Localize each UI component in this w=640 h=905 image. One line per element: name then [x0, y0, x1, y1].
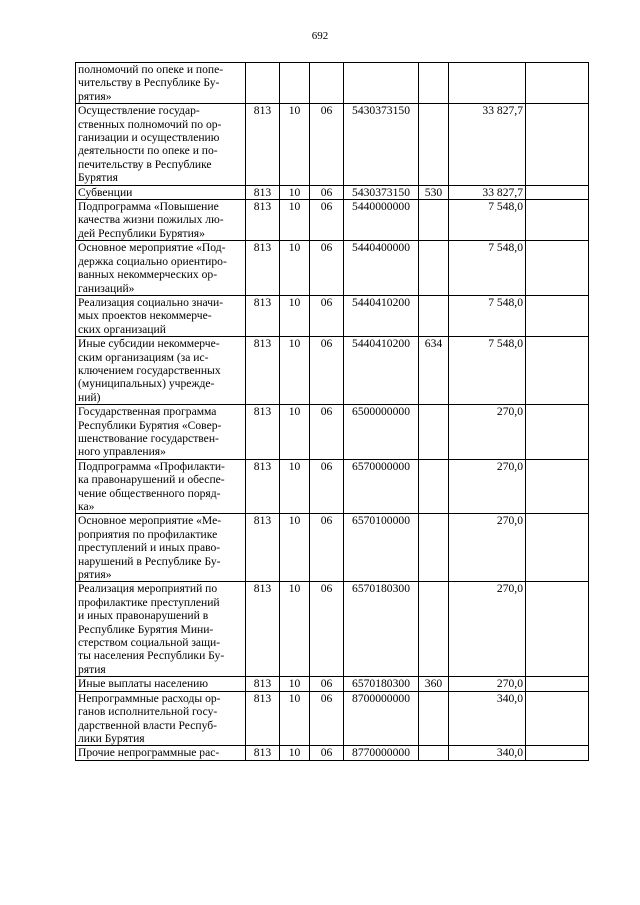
amount-cell: 270,0 — [449, 582, 526, 677]
empty-cell — [526, 514, 589, 582]
expense-type-cell — [419, 63, 449, 104]
expense-name-cell: Основное мероприятие «Ме- роприятия по профилактике преступлений и иных право- нарушений в Республике Бу- рятия» — [76, 514, 246, 582]
expense-type-cell: 530 — [419, 185, 449, 199]
expense-type-cell — [419, 405, 449, 460]
empty-cell — [526, 200, 589, 241]
expense-name-cell: полномочий по опеке и попе- чительству в Республике Бу- рятия» — [76, 63, 246, 104]
empty-cell — [526, 337, 589, 405]
ministry-code-cell: 813 — [246, 746, 280, 760]
subsection-code-cell: 06 — [310, 405, 344, 460]
section-code-cell: 10 — [280, 677, 310, 691]
empty-cell — [526, 63, 589, 104]
ministry-code-cell: 813 — [246, 459, 280, 514]
target-article-cell: 5440410200 — [344, 337, 419, 405]
table-row — [76, 459, 589, 514]
amount-cell: 33 827,7 — [449, 104, 526, 185]
target-article-cell: 6570100000 — [344, 514, 419, 582]
empty-cell — [526, 459, 589, 514]
amount-cell: 270,0 — [449, 514, 526, 582]
expense-type-cell — [419, 459, 449, 514]
ministry-code-cell: 813 — [246, 514, 280, 582]
page-number: 692 — [311, 30, 329, 42]
section-code-cell: 10 — [280, 241, 310, 296]
expense-name-cell: Иные субсидии некоммерче- ским организациям (за ис- ключением государственных (муниципальных) учрежде- ний) — [76, 337, 246, 405]
subsection-code-cell: 06 — [310, 746, 344, 760]
expense-name-cell: Подпрограмма «Профилакти- ка правонарушений и обеспе- чение общественного поряд- ка» — [76, 459, 246, 514]
ministry-code-cell: 813 — [246, 691, 280, 746]
ministry-code-cell: 813 — [246, 295, 280, 336]
empty-cell — [526, 405, 589, 460]
expense-type-cell — [419, 104, 449, 185]
table-row — [76, 200, 589, 241]
ministry-code-cell: 813 — [246, 405, 280, 460]
target-article-cell: 6570180300 — [344, 677, 419, 691]
section-code-cell: 10 — [280, 200, 310, 241]
empty-cell — [526, 677, 589, 691]
target-article-cell: 8700000000 — [344, 691, 419, 746]
subsection-code-cell — [310, 63, 344, 104]
target-article-cell: 5430373150 — [344, 185, 419, 199]
table-row — [76, 185, 589, 199]
ministry-code-cell: 813 — [246, 200, 280, 241]
expense-name-cell: Государственная программа Республики Бурятия «Совер- шенствование государствен- ного управления» — [76, 405, 246, 460]
target-article-cell: 6500000000 — [344, 405, 419, 460]
ministry-code-cell: 813 — [246, 185, 280, 199]
ministry-code-cell: 813 — [246, 677, 280, 691]
empty-cell — [526, 241, 589, 296]
section-code-cell: 10 — [280, 746, 310, 760]
section-code-cell: 10 — [280, 691, 310, 746]
section-code-cell: 10 — [280, 459, 310, 514]
section-code-cell: 10 — [280, 295, 310, 336]
amount-cell: 340,0 — [449, 746, 526, 760]
amount-cell: 33 827,7 — [449, 185, 526, 199]
expense-type-cell — [419, 514, 449, 582]
subsection-code-cell: 06 — [310, 104, 344, 185]
section-code-cell: 10 — [280, 337, 310, 405]
expense-type-cell — [419, 200, 449, 241]
target-article-cell — [344, 63, 419, 104]
amount-cell: 7 548,0 — [449, 295, 526, 336]
subsection-code-cell: 06 — [310, 582, 344, 677]
subsection-code-cell: 06 — [310, 514, 344, 582]
expense-type-cell — [419, 241, 449, 296]
table-row — [76, 405, 589, 460]
subsection-code-cell: 06 — [310, 241, 344, 296]
expense-type-cell: 634 — [419, 337, 449, 405]
expense-name-cell: Субвенции — [76, 185, 246, 199]
expense-type-cell — [419, 691, 449, 746]
table-body — [76, 63, 589, 761]
expense-type-cell — [419, 295, 449, 336]
expense-type-cell — [419, 582, 449, 677]
amount-cell: 7 548,0 — [449, 200, 526, 241]
table-row — [76, 295, 589, 336]
table-row — [76, 104, 589, 185]
amount-cell: 7 548,0 — [449, 337, 526, 405]
expense-name-cell: Иные выплаты населению — [76, 677, 246, 691]
expense-name-cell: Прочие непрограммные рас- — [76, 746, 246, 760]
budget-table — [75, 62, 589, 761]
expense-type-cell: 360 — [419, 677, 449, 691]
expense-type-cell — [419, 746, 449, 760]
section-code-cell: 10 — [280, 104, 310, 185]
table-row — [76, 582, 589, 677]
section-code-cell: 10 — [280, 405, 310, 460]
expense-name-cell: Основное мероприятие «Под- держка социально ориентиро- ванных некоммерческих ор- ганизаций» — [76, 241, 246, 296]
subsection-code-cell: 06 — [310, 185, 344, 199]
empty-cell — [526, 746, 589, 760]
ministry-code-cell: 813 — [246, 582, 280, 677]
table-row — [76, 63, 589, 104]
ministry-code-cell: 813 — [246, 241, 280, 296]
amount-cell: 340,0 — [449, 691, 526, 746]
subsection-code-cell: 06 — [310, 677, 344, 691]
empty-cell — [526, 185, 589, 199]
table-row — [76, 514, 589, 582]
ministry-code-cell — [246, 63, 280, 104]
table-row — [76, 241, 589, 296]
table-row — [76, 746, 589, 760]
expense-name-cell: Осуществление государ- ственных полномочий по ор- ганизации и осуществлению деятельности по опеке и по- печительству в Республике Бурятия — [76, 104, 246, 185]
section-code-cell — [280, 63, 310, 104]
subsection-code-cell: 06 — [310, 200, 344, 241]
subsection-code-cell: 06 — [310, 337, 344, 405]
section-code-cell: 10 — [280, 582, 310, 677]
target-article-cell: 5440000000 — [344, 200, 419, 241]
section-code-cell: 10 — [280, 185, 310, 199]
amount-cell: 270,0 — [449, 459, 526, 514]
table-row — [76, 337, 589, 405]
expense-name-cell: Подпрограмма «Повышение качества жизни пожилых лю- дей Республики Бурятия» — [76, 200, 246, 241]
section-code-cell: 10 — [280, 514, 310, 582]
table-row — [76, 691, 589, 746]
target-article-cell: 5430373150 — [344, 104, 419, 185]
target-article-cell: 5440400000 — [344, 241, 419, 296]
empty-cell — [526, 295, 589, 336]
ministry-code-cell: 813 — [246, 104, 280, 185]
expense-name-cell: Реализация мероприятий по профилактике преступлений и иных правонарушений в Республике Бурятия Мини- стерством социальной защи- ты населения Республики Бу- рятия — [76, 582, 246, 677]
amount-cell: 270,0 — [449, 677, 526, 691]
target-article-cell: 8770000000 — [344, 746, 419, 760]
target-article-cell: 6570000000 — [344, 459, 419, 514]
target-article-cell: 5440410200 — [344, 295, 419, 336]
table-row — [76, 677, 589, 691]
amount-cell: 270,0 — [449, 405, 526, 460]
subsection-code-cell: 06 — [310, 459, 344, 514]
amount-cell — [449, 63, 526, 104]
expense-name-cell: Реализация социально значи- мых проектов некоммерче- ских организаций — [76, 295, 246, 336]
empty-cell — [526, 104, 589, 185]
amount-cell: 7 548,0 — [449, 241, 526, 296]
subsection-code-cell: 06 — [310, 295, 344, 336]
empty-cell — [526, 582, 589, 677]
expense-name-cell: Непрограммные расходы ор- ганов исполнительной госу- дарственной власти Респуб- лики Бурятия — [76, 691, 246, 746]
subsection-code-cell: 06 — [310, 691, 344, 746]
target-article-cell: 6570180300 — [344, 582, 419, 677]
empty-cell — [526, 691, 589, 746]
ministry-code-cell: 813 — [246, 337, 280, 405]
